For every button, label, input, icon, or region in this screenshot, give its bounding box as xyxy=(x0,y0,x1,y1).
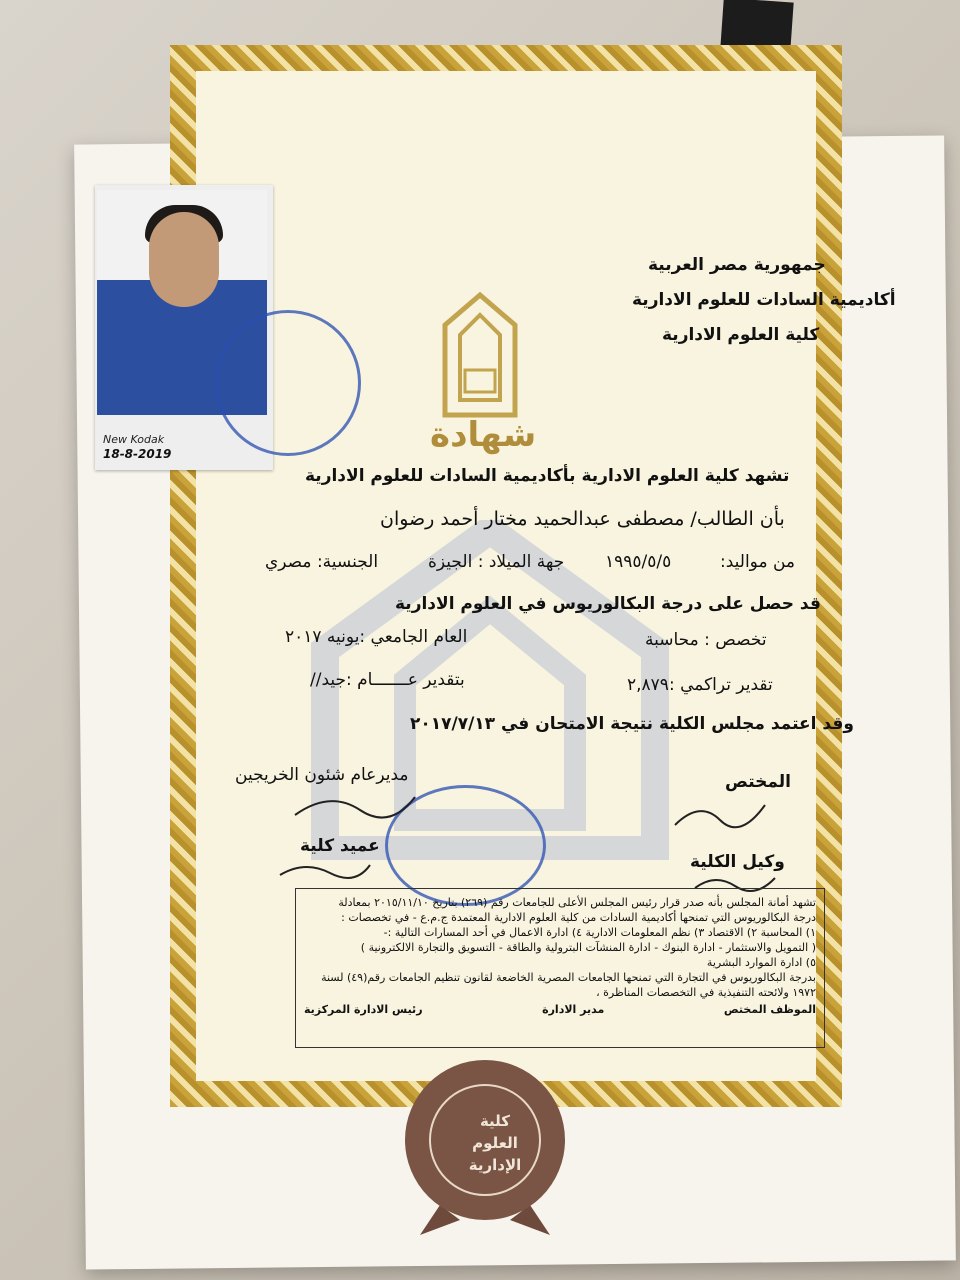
dean-signature xyxy=(275,855,375,885)
notice-sig-head: رئيس الادارة المركزية xyxy=(304,1003,423,1016)
blue-stamp-top xyxy=(215,310,361,456)
notice-line-6: بدرجة البكالوريوس في التجارة التي تمنحها الجامعات المصرية الخاضعة لقانون تنظيم الجامعات رقم(٤٩) لسنة xyxy=(321,971,816,984)
notice-line-7: ١٩٧٢ ولائحته التنفيذية في التخصصات المناظرة ، xyxy=(596,986,816,999)
academic-year: العام الجامعي :يونيه ٢٠١٧ xyxy=(285,627,468,647)
photo-date: 18-8-2019 xyxy=(103,447,172,461)
notice-line-4: ( التمويل والاستثمار - ادارة البنوك - ادارة المنشآت البترولية والطاقة - التسويق والتجارة الالكترونية ) xyxy=(360,941,816,954)
notice-line-3: ١) المحاسبة ٢) الاقتصاد ٣) نظم المعلومات الادارية ٤) ادارة الاعمال في أحد المسارات التالية :- xyxy=(383,926,816,939)
photo-caption: New Kodak xyxy=(103,433,165,446)
birthplace: جهة الميلاد : الجيزة xyxy=(428,552,565,572)
specialist-label: المختص xyxy=(725,772,791,792)
intro-line: تشهد كلية العلوم الادارية بأكاديمية السادات للعلوم الادارية xyxy=(305,466,790,486)
birth-label: من مواليد: xyxy=(720,552,796,572)
photo-face xyxy=(149,212,219,307)
student-name-line: بأن الطالب/ مصطفى عبدالحميد مختار أحمد رضوان xyxy=(380,508,785,530)
header-line-3: كلية العلوم الادارية xyxy=(662,325,820,345)
notice-sig-officer: الموظف المختص xyxy=(723,1003,816,1016)
degree-line: قد حصل على درجة البكالوريوس في العلوم الادارية xyxy=(395,594,821,614)
vice-dean-label: وكيل الكلية xyxy=(690,852,785,872)
birth-date: ١٩٩٥/٥/٥ xyxy=(605,552,672,572)
major: تخصص : محاسبة xyxy=(645,630,767,650)
equivalence-notice xyxy=(295,888,825,1048)
nationality: الجنسية: مصري xyxy=(265,552,379,572)
grad-affairs-label: مديرعام شئون الخريجين xyxy=(235,765,409,785)
certificate-title: شهادة xyxy=(430,415,537,455)
overall-grade: بتقدير عـــــــام :جيد// xyxy=(310,670,465,690)
dean-label: عميد كلية xyxy=(300,836,380,856)
notice-line-2: درجة البكالوريوس التي تمنحها أكاديمية السادات من كلية العلوم الادارية المعتمدة ج.م.ع - في تخصصات : xyxy=(341,911,816,924)
notice-line-5: ٥) ادارة الموارد البشرية xyxy=(706,956,816,969)
approval-line: وقد اعتمد مجلس الكلية نتيجة الامتحان في ٢٠١٧/٧/١٣ xyxy=(410,714,854,734)
notice-sig-director: مدير الادارة xyxy=(542,1003,605,1016)
grad-affairs-signature xyxy=(290,785,420,830)
notice-line-1: تشهد أمانة المجلس بأنه صدر قرار رئيس المجلس الأعلى للجامعات رقم (٢٦٩) بتاريخ ٢٠١٥/١١/١٠ بمعادلة xyxy=(338,896,816,909)
academy-emblem xyxy=(435,290,525,420)
gpa: تقدير تراكمي :٢,٨٧٩ xyxy=(627,675,773,695)
header-line-1: جمهورية مصر العربية xyxy=(648,255,826,275)
seal-center-text: كلية العلوم الإدارية xyxy=(468,1112,522,1174)
header-line-2: أكاديمية السادات للعلوم الادارية xyxy=(632,290,896,310)
specialist-signature xyxy=(670,790,780,835)
